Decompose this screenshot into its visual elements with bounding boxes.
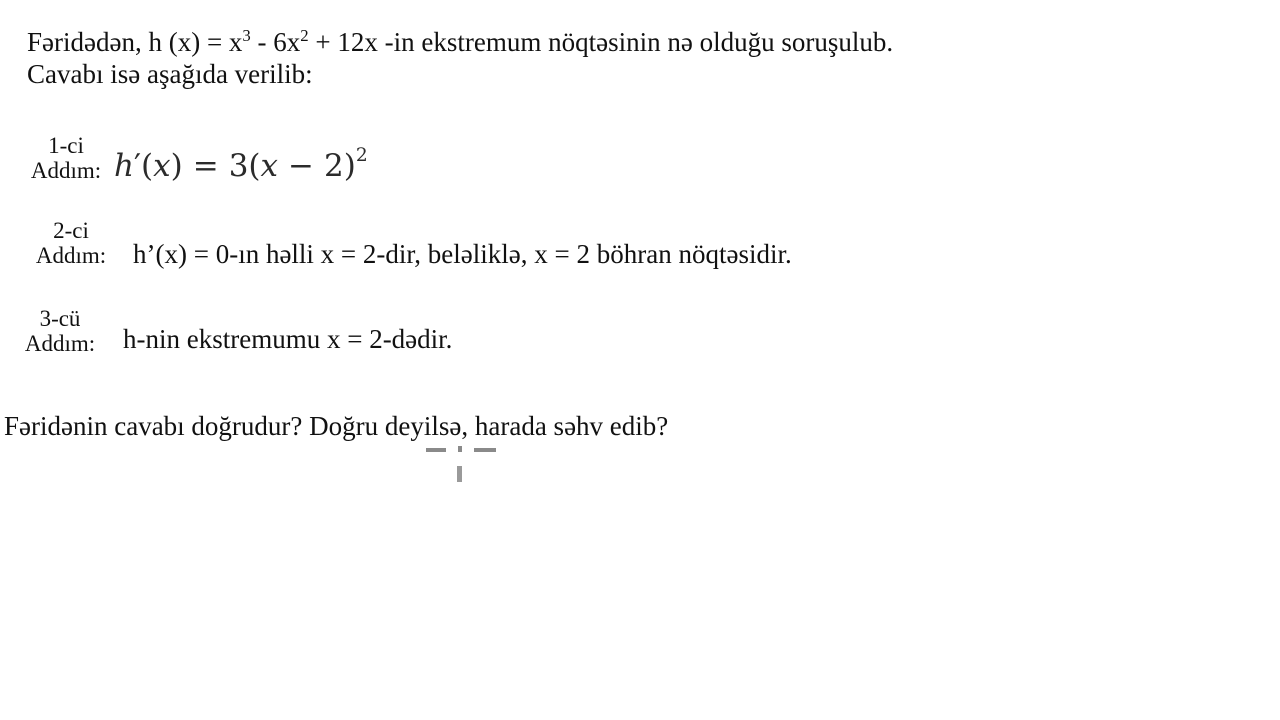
step-1-word: Addım: (30, 158, 102, 183)
step-2-label (29, 218, 113, 268)
question-text-part-1: Fəridədən, h (x) = x (27, 27, 243, 57)
question-text-part-3: + 12x -in ekstremum nöqtəsinin nə olduğu soruşulub. (308, 27, 894, 57)
cursor-mark-left (426, 448, 446, 452)
formula-minus: − (288, 148, 314, 184)
step-3-word: Addım: (24, 331, 96, 356)
cursor-mark-stem (457, 466, 462, 482)
exponent-2: 2 (300, 26, 309, 45)
step-3-text: h-nin ekstremumu x = 2-dədir. (123, 324, 453, 354)
question-line-2: Cavabı isə aşağıda verilib: (27, 59, 313, 89)
formula-argument: (x) (141, 148, 183, 184)
question-text-part-2: - 6x (250, 27, 301, 57)
step-2-text: h’(x) = 0-ın həlli x = 2-dir, beləliklə, x = 2 böhran nöqtəsidir. (133, 239, 792, 269)
formula-variable: x (153, 148, 171, 184)
formula-rhs-close: 2) (324, 148, 356, 184)
final-question: Fəridənin cavabı doğrudur? Doğru deyilsə, harada səhv edib? (4, 411, 669, 441)
cursor-marks (424, 444, 499, 489)
formula-function: h (114, 148, 134, 184)
step-3-number: 3-cü (39, 306, 81, 331)
step-3-label (18, 306, 102, 356)
exponent-3: 3 (242, 26, 251, 45)
formula-rhs-open: 3( (228, 148, 261, 184)
step-2-number: 2-ci (53, 218, 89, 243)
step-1-formula (114, 144, 368, 184)
cursor-mark-center (458, 446, 462, 452)
formula-rhs-variable: x (260, 148, 279, 184)
formula-prime: ′ (133, 148, 142, 184)
step-2-word: Addım: (35, 243, 107, 268)
question-line-1 (27, 26, 893, 58)
step-1-number: 1-ci (48, 133, 84, 158)
cursor-mark-right (474, 448, 496, 452)
formula-equals: = (192, 148, 219, 184)
formula-exponent: 2 (355, 144, 368, 166)
step-1-label (24, 133, 108, 183)
